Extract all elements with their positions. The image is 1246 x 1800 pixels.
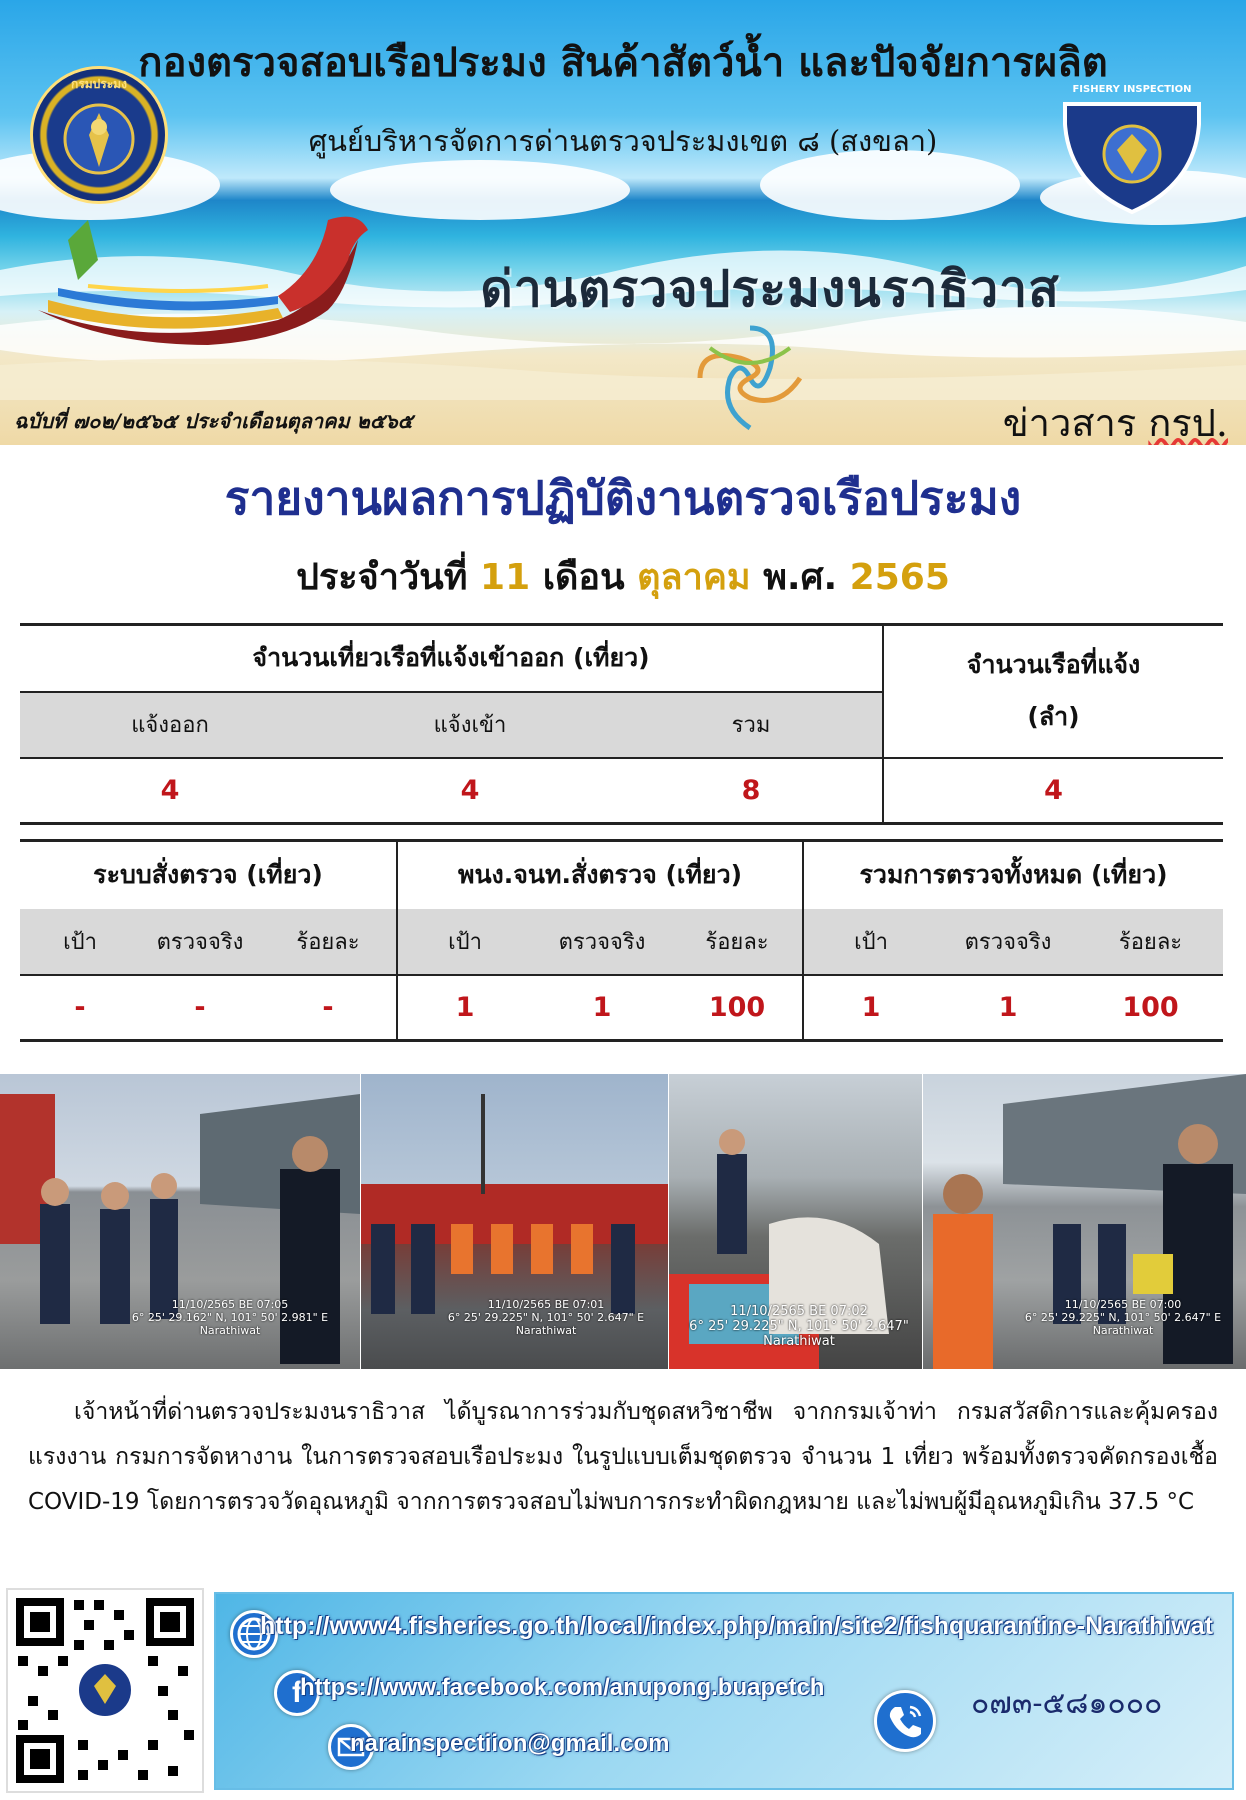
shield-logo-icon	[1057, 84, 1207, 216]
inspection-table	[20, 839, 1223, 1042]
system-percent: -	[260, 975, 397, 1041]
stamp-time: 11/10/2565 BE 07:05	[171, 1298, 289, 1311]
news-org: กรป.	[1148, 401, 1228, 445]
date-prefix: ประจำวันที่	[296, 557, 468, 598]
phone-icon	[874, 1690, 936, 1752]
department-seal-logo	[30, 66, 168, 204]
photo-pier-inspection-1	[0, 1074, 360, 1369]
stamp-time: 11/10/2565 BE 07:02	[730, 1304, 868, 1319]
report-date	[0, 548, 1246, 605]
stamp-place: Narathiwat	[199, 1324, 261, 1337]
stamp-coord: 6° 25' 29.225" N, 101° 50' 2.647"	[689, 1319, 909, 1334]
deity-emblem-icon	[33, 69, 165, 201]
seal-label: กรมประมง	[71, 77, 127, 91]
date-month-label: เดือน	[542, 557, 625, 598]
logo-label: FISHERY INSPECTION	[1072, 84, 1192, 95]
knot-logo-icon	[690, 318, 810, 438]
fishery-inspection-logo	[1057, 84, 1207, 216]
stamp-place: Narathiwat	[515, 1324, 577, 1337]
system-actual: -	[194, 991, 206, 1023]
royal-barge-boat-image	[28, 200, 388, 360]
boat-count-header	[883, 625, 1223, 758]
banner-title: กองตรวจสอบเรือประมง สินค้าสัตว์น้ำ และปัจจัยการผลิต	[138, 39, 1108, 86]
photo-stamp	[679, 1304, 919, 1349]
header-banner	[0, 0, 1246, 445]
group-total-inspection: รวมการตรวจทั้งหมด (เที่ยว)	[859, 860, 1168, 890]
officer-target: 1	[455, 991, 475, 1023]
photo-strip	[0, 1074, 1246, 1369]
col-total: รวม	[620, 692, 883, 758]
news-label	[1003, 392, 1228, 445]
col-departure: แจ้งออก	[20, 692, 320, 758]
facebook-glyph: f	[292, 1676, 302, 1709]
officer-percent: 100	[672, 975, 803, 1041]
total-percent: 100	[1122, 991, 1179, 1023]
col-target: เป้า	[803, 909, 938, 975]
col-percent: ร้อยละ	[260, 909, 397, 975]
system-target: -	[74, 991, 86, 1023]
report-title: รายงานผลการปฏิบัติงานตรวจเรือประมง	[224, 471, 1022, 525]
boat-count-header-line1: จำนวนเรือที่แจ้ง	[966, 650, 1141, 680]
photo-boat-crew-2	[361, 1074, 668, 1369]
col-actual: ตรวจจริง	[140, 909, 260, 975]
col-actual: ตรวจจริง	[532, 909, 672, 975]
qr-code-icon	[8, 1590, 202, 1791]
station-name: ด่านตรวจประมงนราธิวาส	[480, 259, 1060, 318]
news-prefix: ข่าวสาร	[1002, 401, 1149, 445]
col-actual: ตรวจจริง	[938, 909, 1078, 975]
issue-number: ฉบับที่ ๗๐๒/๒๕๖๕ ประจำเดือนตุลาคม ๒๕๖๕	[14, 409, 413, 433]
phone-number[interactable]: ๐๗๓-๕๘๑๐๐๐	[971, 1686, 1163, 1721]
trip-group-header: จำนวนเที่ยวเรือที่แจ้งเข้าออก (เที่ยว)	[20, 625, 883, 692]
facebook-link[interactable]: https://www.facebook.com/anupong.buapetch	[300, 1674, 825, 1701]
group-officer-order: พนง.จนท.สั่งตรวจ (เที่ยว)	[397, 841, 803, 909]
stamp-place: Narathiwat	[763, 1334, 835, 1349]
phone-glyph	[877, 1693, 933, 1749]
value-arrival: 4	[460, 774, 480, 806]
photo-stamp	[431, 1298, 661, 1337]
photo-catch-inspection-3	[669, 1074, 922, 1369]
col-percent: ร้อยละ	[672, 909, 803, 975]
col-target: เป้า	[20, 909, 140, 975]
photo-crew-check-4	[923, 1074, 1246, 1369]
stamp-time: 11/10/2565 BE 07:01	[487, 1298, 605, 1311]
date-year-label: พ.ศ.	[763, 557, 838, 598]
contact-footer	[214, 1592, 1234, 1790]
value-boats: 4	[1044, 774, 1063, 806]
value-departure: 4	[160, 774, 180, 806]
qr-code[interactable]	[6, 1588, 204, 1793]
date-day: 11	[480, 557, 531, 598]
total-target: 1	[861, 991, 881, 1023]
date-year: 2565	[849, 557, 950, 598]
stamp-place: Narathiwat	[1092, 1324, 1154, 1337]
value-total: 8	[620, 758, 883, 824]
website-link[interactable]: http://www4.fisheries.go.th/local/index.php/main/site2/fishquarantine-Narathiwat	[260, 1612, 1213, 1640]
group-system-order: ระบบสั่งตรวจ (เที่ยว)	[20, 841, 397, 909]
photo-stamp	[1003, 1298, 1243, 1337]
officer-actual: 1	[592, 991, 612, 1023]
stamp-coord: 6° 25' 29.225" N, 101° 50' 2.647" E	[447, 1311, 645, 1324]
email-link[interactable]: narainspectiion@gmail.com	[350, 1730, 670, 1757]
total-actual: 1	[998, 991, 1018, 1023]
banner-subtitle: ศูนย์บริหารจัดการด่านตรวจประมงเขต ๘ (สงขลา)	[308, 124, 938, 158]
stamp-coord: 6° 25' 29.225" N, 101° 50' 2.647" E	[1024, 1311, 1222, 1324]
date-month: ตุลาคม	[637, 557, 751, 598]
boat-count-header-line2: (ลำ)	[1027, 702, 1080, 732]
trip-count-table	[20, 623, 1223, 825]
col-percent: ร้อยละ	[1078, 909, 1223, 975]
col-target: เป้า	[397, 909, 532, 975]
photo-stamp	[110, 1298, 350, 1337]
col-arrival: แจ้งเข้า	[320, 692, 620, 758]
report-description: เจ้าหน้าที่ด่านตรวจประมงนราธิวาส ได้บูรณาการร่วมกับชุดสหวิชาชีพ จากกรมเจ้าท่า กรมสวัสดิการและคุ้มครองแรงงาน กรมการจัดหางาน ในการตรวจสอบเรือประมง ในรูปแบบเต็มชุดตรวจ จำนวน 1 เที่ยว พร้อมทั้งตรวจคัดกรองเชื้อ COVID-19 โดยการตรวจวัดอุณหภูมิ จากการตรวจสอบไม่พบการกระทำผิดกฎหมาย และไม่พบผู้มีอุณหภูมิเกิน 37.5 °C	[28, 1399, 1218, 1515]
stamp-coord: 6° 25' 29.162" N, 101° 50' 2.981" E	[131, 1311, 329, 1324]
stamp-time: 11/10/2565 BE 07:00	[1064, 1298, 1182, 1311]
